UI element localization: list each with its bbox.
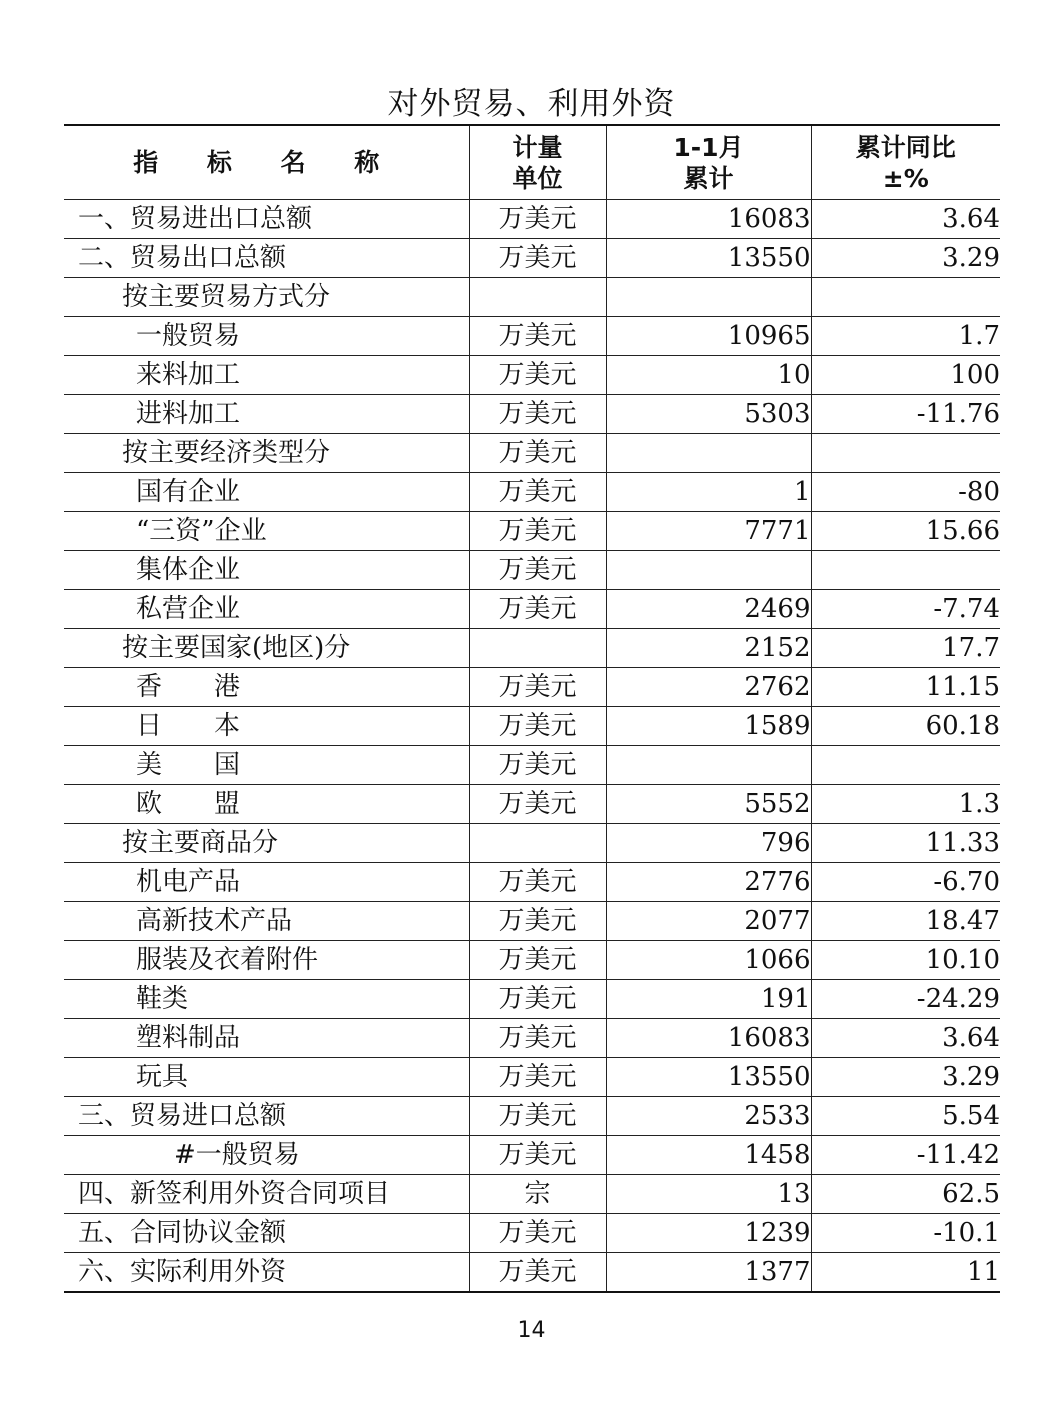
row-value-cell	[606, 278, 811, 317]
row-yoy-cell: 60.18	[811, 707, 1000, 746]
row-unit-cell: 万美元	[469, 551, 606, 590]
row-yoy-cell: 3.29	[811, 239, 1000, 278]
row-unit-cell: 万美元	[469, 1253, 606, 1293]
table-row	[64, 434, 1000, 473]
table-row	[64, 1175, 1000, 1214]
row-name-cell: 六、实际利用外资	[64, 1253, 469, 1293]
row-name-cell: 按主要商品分	[64, 824, 469, 863]
row-name-cell: 二、贸易出口总额	[64, 239, 469, 278]
row-unit-cell: 万美元	[469, 239, 606, 278]
row-name-cell: 美 国	[64, 746, 469, 785]
header-period	[606, 125, 811, 200]
row-unit-cell: 万美元	[469, 980, 606, 1019]
row-name-cell: 一般贸易	[64, 317, 469, 356]
row-value-cell: 796	[606, 824, 811, 863]
row-yoy-cell: 5.54	[811, 1097, 1000, 1136]
row-value-cell: 2469	[606, 590, 811, 629]
table-row	[64, 590, 1000, 629]
row-yoy-cell: 3.64	[811, 200, 1000, 239]
row-unit-cell: 万美元	[469, 434, 606, 473]
row-value-cell: 191	[606, 980, 811, 1019]
row-yoy-cell: 11.33	[811, 824, 1000, 863]
row-yoy-cell	[811, 746, 1000, 785]
row-yoy-cell: -11.42	[811, 1136, 1000, 1175]
table-row	[64, 707, 1000, 746]
table-row	[64, 200, 1000, 239]
table-row	[64, 1214, 1000, 1253]
row-unit-cell: 宗	[469, 1175, 606, 1214]
row-unit-cell: 万美元	[469, 941, 606, 980]
row-yoy-cell: 11.15	[811, 668, 1000, 707]
row-name-cell: 香 港	[64, 668, 469, 707]
row-value-cell: 5303	[606, 395, 811, 434]
row-name-cell: 一、贸易进出口总额	[64, 200, 469, 239]
table-row	[64, 863, 1000, 902]
row-value-cell: 1066	[606, 941, 811, 980]
row-value-cell: 2077	[606, 902, 811, 941]
row-unit-cell: 万美元	[469, 668, 606, 707]
row-name-cell: 集体企业	[64, 551, 469, 590]
row-yoy-cell: -80	[811, 473, 1000, 512]
row-name-cell: 服装及衣着附件	[64, 941, 469, 980]
row-name-cell: 三、贸易进口总额	[64, 1097, 469, 1136]
table-row	[64, 239, 1000, 278]
row-value-cell: 10	[606, 356, 811, 395]
row-value-cell: 2762	[606, 668, 811, 707]
table-row	[64, 824, 1000, 863]
page-number: 14	[517, 1318, 546, 1343]
table-row	[64, 746, 1000, 785]
header-unit-line1: 计量	[512, 132, 563, 162]
row-yoy-cell	[811, 434, 1000, 473]
header-indicator-name: 指 标 名 称	[64, 125, 469, 200]
row-value-cell: 2152	[606, 629, 811, 668]
row-unit-cell: 万美元	[469, 395, 606, 434]
header-period-line1: 1-1月	[673, 132, 744, 162]
row-value-cell: 2776	[606, 863, 811, 902]
header-unit-line2: 单位	[512, 163, 563, 193]
row-name-cell: 私营企业	[64, 590, 469, 629]
row-name-cell: 玩具	[64, 1058, 469, 1097]
header-period-line2: 累计	[683, 163, 734, 193]
row-unit-cell: 万美元	[469, 707, 606, 746]
row-yoy-cell: 15.66	[811, 512, 1000, 551]
row-name-cell: #一般贸易	[64, 1136, 469, 1175]
table-row	[64, 278, 1000, 317]
row-value-cell: 10965	[606, 317, 811, 356]
row-yoy-cell: 3.29	[811, 1058, 1000, 1097]
table-row	[64, 512, 1000, 551]
table-row	[64, 356, 1000, 395]
row-yoy-cell: 1.3	[811, 785, 1000, 824]
table-row	[64, 629, 1000, 668]
header-yoy-line1: 累计同比	[855, 132, 956, 162]
row-unit-cell: 万美元	[469, 473, 606, 512]
row-name-cell: 五、合同协议金额	[64, 1214, 469, 1253]
row-value-cell: 13	[606, 1175, 811, 1214]
row-name-cell: 高新技术产品	[64, 902, 469, 941]
row-unit-cell: 万美元	[469, 1058, 606, 1097]
row-value-cell: 1589	[606, 707, 811, 746]
row-yoy-cell: 18.47	[811, 902, 1000, 941]
table-row	[64, 668, 1000, 707]
row-unit-cell: 万美元	[469, 746, 606, 785]
row-name-cell: 机电产品	[64, 863, 469, 902]
row-yoy-cell: 17.7	[811, 629, 1000, 668]
table-row	[64, 1253, 1000, 1293]
row-unit-cell: 万美元	[469, 590, 606, 629]
table-row	[64, 902, 1000, 941]
table-row	[64, 941, 1000, 980]
row-unit-cell: 万美元	[469, 512, 606, 551]
row-unit-cell: 万美元	[469, 356, 606, 395]
stats-table	[64, 124, 1000, 1293]
row-unit-cell: 万美元	[469, 317, 606, 356]
row-unit-cell	[469, 629, 606, 668]
row-yoy-cell: -24.29	[811, 980, 1000, 1019]
row-value-cell: 13550	[606, 239, 811, 278]
row-value-cell: 1458	[606, 1136, 811, 1175]
row-name-cell: 日 本	[64, 707, 469, 746]
row-value-cell: 2533	[606, 1097, 811, 1136]
row-yoy-cell: -10.1	[811, 1214, 1000, 1253]
row-yoy-cell: -6.70	[811, 863, 1000, 902]
row-name-cell: 四、新签利用外资合同项目	[64, 1175, 469, 1214]
row-value-cell: 16083	[606, 200, 811, 239]
header-yoy	[811, 125, 1000, 200]
row-unit-cell: 万美元	[469, 1214, 606, 1253]
row-value-cell: 16083	[606, 1019, 811, 1058]
row-unit-cell: 万美元	[469, 863, 606, 902]
table-row	[64, 395, 1000, 434]
row-value-cell: 1377	[606, 1253, 811, 1293]
row-unit-cell: 万美元	[469, 902, 606, 941]
header-unit	[469, 125, 606, 200]
table-row	[64, 1136, 1000, 1175]
table-row	[64, 785, 1000, 824]
row-yoy-cell: -11.76	[811, 395, 1000, 434]
row-name-cell: 鞋类	[64, 980, 469, 1019]
row-yoy-cell: -7.74	[811, 590, 1000, 629]
row-value-cell: 5552	[606, 785, 811, 824]
row-unit-cell	[469, 278, 606, 317]
row-unit-cell: 万美元	[469, 1136, 606, 1175]
table-row	[64, 551, 1000, 590]
row-yoy-cell: 62.5	[811, 1175, 1000, 1214]
row-unit-cell: 万美元	[469, 785, 606, 824]
row-name-cell: 塑料制品	[64, 1019, 469, 1058]
table-row	[64, 980, 1000, 1019]
row-value-cell	[606, 551, 811, 590]
row-value-cell	[606, 746, 811, 785]
row-value-cell: 13550	[606, 1058, 811, 1097]
row-yoy-cell: 1.7	[811, 317, 1000, 356]
header-yoy-line2: ±%	[882, 163, 929, 193]
row-name-cell: 按主要国家(地区)分	[64, 629, 469, 668]
row-unit-cell: 万美元	[469, 1019, 606, 1058]
table-row	[64, 1097, 1000, 1136]
page-title: 对外贸易、利用外资	[387, 86, 676, 122]
row-value-cell: 1239	[606, 1214, 811, 1253]
table-row	[64, 1019, 1000, 1058]
row-yoy-cell	[811, 278, 1000, 317]
table-header-row	[64, 125, 1000, 200]
row-yoy-cell: 100	[811, 356, 1000, 395]
row-unit-cell: 万美元	[469, 200, 606, 239]
row-unit-cell: 万美元	[469, 1097, 606, 1136]
row-value-cell: 1	[606, 473, 811, 512]
row-yoy-cell: 11	[811, 1253, 1000, 1293]
table-row	[64, 1058, 1000, 1097]
row-name-cell: 按主要贸易方式分	[64, 278, 469, 317]
row-value-cell	[606, 434, 811, 473]
table-body	[64, 200, 1000, 1293]
row-name-cell: 进料加工	[64, 395, 469, 434]
row-name-cell: 来料加工	[64, 356, 469, 395]
row-unit-cell	[469, 824, 606, 863]
table-row	[64, 473, 1000, 512]
row-name-cell: 国有企业	[64, 473, 469, 512]
row-yoy-cell: 10.10	[811, 941, 1000, 980]
row-value-cell: 7771	[606, 512, 811, 551]
row-name-cell: 欧 盟	[64, 785, 469, 824]
row-yoy-cell: 3.64	[811, 1019, 1000, 1058]
row-name-cell: 按主要经济类型分	[64, 434, 469, 473]
row-name-cell: “三资”企业	[64, 512, 469, 551]
table-row	[64, 317, 1000, 356]
row-yoy-cell	[811, 551, 1000, 590]
